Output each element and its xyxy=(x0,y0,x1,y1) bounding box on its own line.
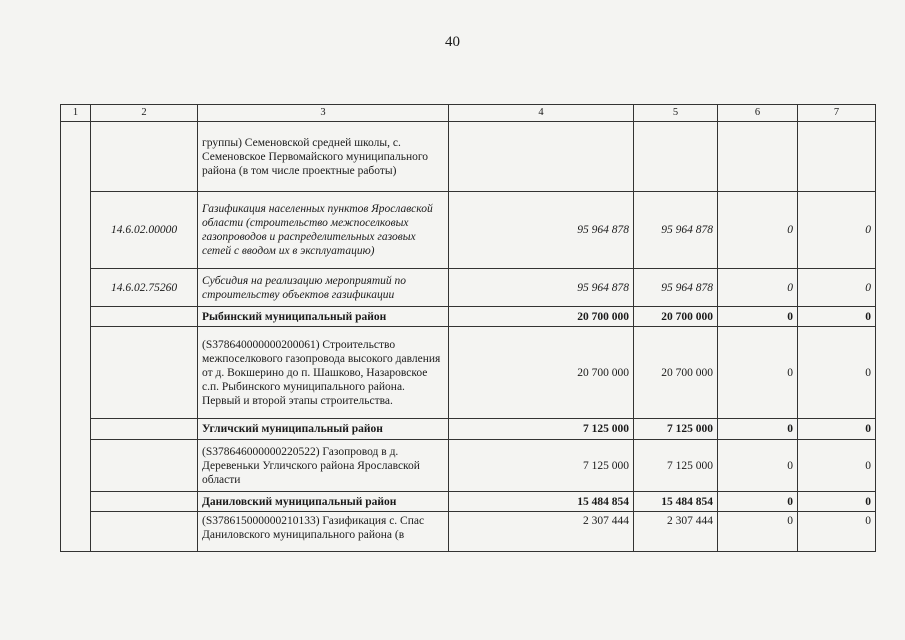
value-cell xyxy=(718,122,798,192)
code-cell: 14.6.02.00000 xyxy=(91,192,198,269)
value-cell: 95 964 878 xyxy=(449,192,634,269)
table-row xyxy=(61,269,876,307)
table-row xyxy=(61,440,876,492)
value-cell: 20 700 000 xyxy=(449,307,634,327)
value-cell: 0 xyxy=(798,440,876,492)
value-cell: 0 xyxy=(718,419,798,440)
table-row xyxy=(61,327,876,419)
value-cell: 0 xyxy=(798,307,876,327)
description-cell: Даниловский муниципальный район xyxy=(198,492,449,512)
value-cell: 7 125 000 xyxy=(449,440,634,492)
code-cell xyxy=(91,512,198,552)
table-row xyxy=(61,122,876,192)
table-row xyxy=(61,492,876,512)
description-cell: Субсидия на реализацию мероприятий по строительству объектов газификации xyxy=(198,269,449,307)
column-header: 3 xyxy=(198,105,449,122)
column-header: 1 xyxy=(61,105,91,122)
column-header: 6 xyxy=(718,105,798,122)
value-cell: 0 xyxy=(798,512,876,552)
column-header: 5 xyxy=(634,105,718,122)
budget-table xyxy=(60,104,876,552)
description-cell: (S378640000000200061) Строительство межпоселкового газопровода высокого давления от д. Вокшерино до п. Шашково, Назаровское с.п. Рыбинского муниципального района. Первый и второй этапы строительства. xyxy=(198,327,449,419)
value-cell: 0 xyxy=(718,269,798,307)
code-cell xyxy=(91,492,198,512)
merged-first-column-cell xyxy=(61,122,91,552)
code-cell xyxy=(91,440,198,492)
column-header: 2 xyxy=(91,105,198,122)
column-header: 7 xyxy=(798,105,876,122)
value-cell: 95 964 878 xyxy=(634,269,718,307)
value-cell: 2 307 444 xyxy=(634,512,718,552)
value-cell: 0 xyxy=(798,492,876,512)
code-cell xyxy=(91,327,198,419)
value-cell: 15 484 854 xyxy=(634,492,718,512)
code-cell xyxy=(91,122,198,192)
value-cell: 2 307 444 xyxy=(449,512,634,552)
value-cell: 0 xyxy=(718,192,798,269)
description-cell: (S378615000000210133) Газификация с. Спас Даниловского муниципального района (в xyxy=(198,512,449,552)
table-row xyxy=(61,307,876,327)
page-number: 40 xyxy=(445,34,460,50)
value-cell: 7 125 000 xyxy=(634,440,718,492)
value-cell: 0 xyxy=(718,327,798,419)
value-cell: 15 484 854 xyxy=(449,492,634,512)
value-cell xyxy=(634,122,718,192)
value-cell: 95 964 878 xyxy=(449,269,634,307)
value-cell xyxy=(449,122,634,192)
value-cell: 20 700 000 xyxy=(634,327,718,419)
table-row xyxy=(61,419,876,440)
code-cell: 14.6.02.75260 xyxy=(91,269,198,307)
value-cell: 0 xyxy=(798,192,876,269)
value-cell: 0 xyxy=(798,269,876,307)
description-cell: Газификация населенных пунктов Ярославской области (строительство межпоселковых газопроводов и распределительных газовых сетей с вводом их в эксплуатацию) xyxy=(198,192,449,269)
table-row xyxy=(61,192,876,269)
code-cell xyxy=(91,307,198,327)
value-cell: 0 xyxy=(798,419,876,440)
value-cell: 0 xyxy=(718,512,798,552)
value-cell: 0 xyxy=(718,440,798,492)
value-cell: 0 xyxy=(798,327,876,419)
value-cell: 7 125 000 xyxy=(449,419,634,440)
value-cell: 20 700 000 xyxy=(449,327,634,419)
code-cell xyxy=(91,419,198,440)
description-cell: Рыбинский муниципальный район xyxy=(198,307,449,327)
table-row xyxy=(61,512,876,552)
description-cell: Угличский муниципальный район xyxy=(198,419,449,440)
column-header: 4 xyxy=(449,105,634,122)
value-cell xyxy=(798,122,876,192)
value-cell: 0 xyxy=(718,307,798,327)
value-cell: 20 700 000 xyxy=(634,307,718,327)
description-cell: группы) Семеновской средней школы, с. Семеновское Первомайского муниципального района (в том числе проектные работы) xyxy=(198,122,449,192)
description-cell: (S378646000000220522) Газопровод в д. Деревеньки Угличского района Ярославской области xyxy=(198,440,449,492)
value-cell: 0 xyxy=(718,492,798,512)
value-cell: 95 964 878 xyxy=(634,192,718,269)
value-cell: 7 125 000 xyxy=(634,419,718,440)
table-header-row xyxy=(61,105,876,122)
